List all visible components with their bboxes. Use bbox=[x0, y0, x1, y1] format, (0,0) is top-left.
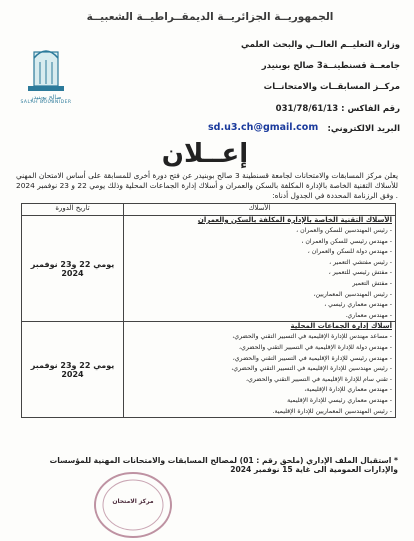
republic-heading: الجمهوريــة الجزائريــة الديمقــراطيــة الشعبيــة bbox=[86, 11, 334, 23]
grade-list bbox=[127, 332, 392, 417]
list-item: - مفتش التعمير bbox=[127, 279, 392, 290]
file-submission-note: * استقبال الملف الإداري (ملحق رقم : 01) لمصالح المسابقات والامتحانات المهنية للمؤسسات والإدارات العمومية الى غاية 15 نوفمبر 2024 bbox=[49, 456, 398, 474]
list-item: - رئيس مفتشي التعمير ، bbox=[127, 258, 392, 269]
list-item: - رئيس المهندسين المعماريين للإدارة الإقليمية. bbox=[127, 407, 392, 418]
category-title: الأسلاك التقنية الخاصة بالإدارة المكلفة بالسكن والعمران bbox=[197, 216, 392, 224]
list-item: - رئيس المهندسين للسكن والعمران ، bbox=[127, 226, 392, 237]
grade-cell bbox=[124, 322, 396, 418]
category-title: أسلاك إدارة الجماعات المحلية bbox=[290, 322, 392, 331]
grade-list bbox=[127, 226, 392, 321]
list-item: - مهندس رئيسي للإدارة الإقليمية في التسيير التقني والحضري، bbox=[127, 354, 392, 365]
university-logo bbox=[14, 44, 78, 106]
list-item: - رئيس مهندسين للإدارة الإقليمية في التسيير التقني والحضري، bbox=[127, 364, 392, 375]
exam-schedule-table bbox=[21, 203, 396, 418]
date-cell: يومي 22 و23 نوفمبر 2024 bbox=[22, 216, 124, 322]
column-header-date: تاريخ الدورة bbox=[22, 204, 124, 216]
list-item: - مهندس معماري. bbox=[127, 311, 392, 322]
grade-cell bbox=[124, 216, 396, 322]
university-line: جامعــة قسنطينــة3 صالح بوبنيدر bbox=[261, 61, 400, 71]
list-item: - مهندس دولة للسكن والعمران ، bbox=[127, 247, 392, 258]
announcement-title: إعــلان bbox=[161, 139, 249, 169]
email-label: البريد الالكتروني: bbox=[327, 124, 400, 134]
ministry-line: وزارة التعليــم العالــي والبحث العلمي bbox=[241, 40, 400, 50]
list-item: - مفتش رئيسي للتعمير ، bbox=[127, 268, 392, 279]
fax-line: رقم الفاكس : 031/78/61/13 bbox=[275, 104, 400, 114]
list-item: - مهندس معماري رئيسي للإدارة الإقليمية bbox=[127, 396, 392, 407]
logo-caption: SALAH BOUBNIDER bbox=[20, 100, 72, 105]
list-item: - مساعد مهندس للإدارة الإقليمية في التسيير التقني والحضري، bbox=[127, 332, 392, 343]
list-item: - مهندس معماري للإدارة الإقليمية، bbox=[127, 385, 392, 396]
list-item: - تقني سام للإدارة الإقليمية في التسيير التقني والحضري، bbox=[127, 375, 392, 386]
date-cell: يومي 22 و23 نوفمبر 2024 bbox=[22, 322, 124, 418]
list-item: - رئيس المهندسين المعماريين، bbox=[127, 290, 392, 301]
column-header-grade: الأسلاك bbox=[124, 204, 396, 216]
table-row bbox=[22, 322, 396, 418]
center-line: مركــز المسابقــات والامتحانــات bbox=[263, 82, 400, 92]
intro-paragraph: يعلن مركز المسابقات والامتحانات لجامعة قسنطينة 3 صالح بوبنيدر عن فتح دورة أخرى للمسابقة على أساس الامتحان المهني للأسلاك التقنية الخاصة بالإدارة المكلفة بالسكن والعمران و أسلاك إدارة الجماعات المحلية وذلك يومي 22 و 23 نوفمبر 2024 . وفق الرزنامة المحددة في الجدول أدناه: bbox=[16, 171, 398, 200]
table-header-row bbox=[22, 204, 396, 216]
svg-text:صالح بوبنيدر: صالح بوبنيدر bbox=[30, 94, 62, 101]
list-item: - مهندس رئيسي للسكن والعمران ، bbox=[127, 237, 392, 248]
table-row bbox=[22, 216, 396, 322]
list-item: - مهندس معماري رئيسي ، bbox=[127, 300, 392, 311]
list-item: - مهندس دولة للإدارة الإقليمية في التسيير التقني والحضري، bbox=[127, 343, 392, 354]
email-link[interactable]: sd.u3.ch@gmail.com bbox=[208, 122, 319, 133]
stamp-label: مركز الامتحان bbox=[112, 498, 154, 505]
